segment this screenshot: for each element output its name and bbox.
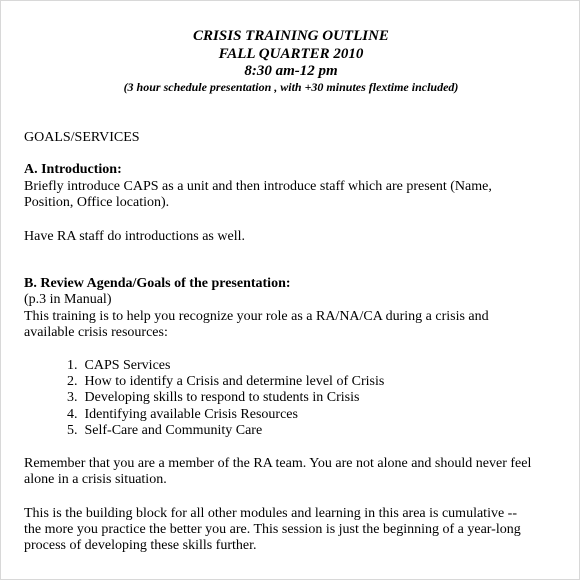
list-item [67,407,298,423]
section-b-heading: B. Review Agenda/Goals of the presentation: [24,276,291,291]
list-item-number: 1. [67,358,78,373]
remember-line-2: alone in a crisis situation. [24,472,167,487]
building-line-1: This is the building block for all other modules and learning in this area is cumulative -- [24,506,517,521]
list-item-number: 4. [67,407,78,422]
list-item-number: 2. [67,374,78,389]
goals-heading: GOALS/SERVICES [24,130,140,145]
section-a-para-2: Have RA staff do introductions as well. [24,229,245,244]
list-item [67,374,384,390]
list-item-number: 5. [67,423,78,438]
section-a-heading: A. Introduction: [24,162,122,177]
building-line-3: process of developing these skills further. [24,538,257,553]
list-item-text: CAPS Services [84,358,171,373]
schedule-note: (3 hour schedule presentation , with +30 minutes flextime included) [123,80,459,94]
section-b-intro-line-2: available crisis resources: [24,325,168,340]
list-item-text: Developing skills to respond to students in Crisis [84,390,360,405]
list-item-text: Self-Care and Community Care [84,423,263,438]
list-item-number: 3. [67,390,78,405]
section-a-para-line-2: Position, Office location). [24,195,170,210]
list-item [67,423,262,439]
remember-line-1: Remember that you are a member of the RA team. You are not alone and should never feel [24,456,532,471]
building-line-2: the more you practice the better you are. This session is just the beginning of a year-long [24,522,521,537]
list-item-text: Identifying available Crisis Resources [84,407,298,422]
section-a-para-line-1: Briefly introduce CAPS as a unit and then introduce staff which are present (Name, [24,179,492,194]
list-item-text: How to identify a Crisis and determine level of Crisis [84,374,385,389]
list-item [67,358,170,374]
section-b-intro-line-1: This training is to help you recognize your role as a RA/NA/CA during a crisis and [24,309,489,324]
title-line-1: CRISIS TRAINING OUTLINE [193,28,389,44]
list-item [67,390,359,406]
manual-reference: (p.3 in Manual) [24,292,112,307]
time-line: 8:30 am-12 pm [244,63,338,79]
title-line-2: FALL QUARTER 2010 [218,46,364,62]
